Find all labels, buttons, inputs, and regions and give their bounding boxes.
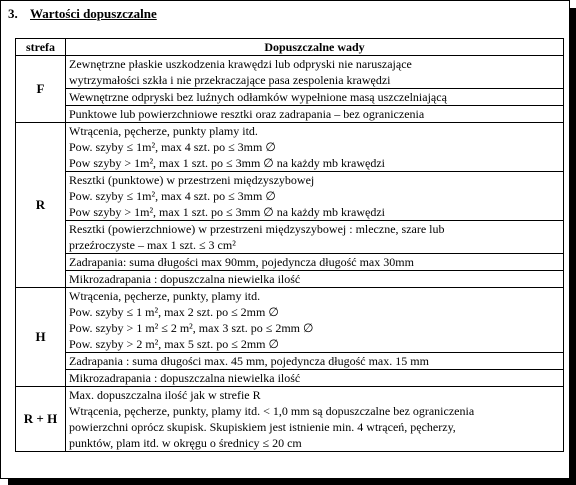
defect-cell xyxy=(66,353,564,370)
section-number: 3. xyxy=(8,6,18,21)
defect-cell xyxy=(66,56,564,89)
defect-text-line: Resztki (punktowe) w przestrzeni międzyszybowej xyxy=(69,173,315,187)
table-row xyxy=(16,221,564,254)
section-title: Wartości dopuszczalne xyxy=(30,6,157,21)
defect-text-line: Pow szyby > 1m², max 1 szt. po ≤ 3mm ∅ na każdy mb krawędzi xyxy=(69,205,386,219)
frame-shadow-right xyxy=(570,8,576,485)
defect-cell xyxy=(66,172,564,221)
table-row xyxy=(16,288,564,353)
defect-cell xyxy=(66,89,564,106)
defect-cell xyxy=(66,221,564,254)
zone-cell: R xyxy=(16,123,66,288)
defect-text-line: Pow. szyby ≤ 1m², max 4 szt. po ≤ 3mm ∅ xyxy=(69,189,276,203)
table-row xyxy=(16,89,564,106)
defect-text-line: Pow szyby > 1m², max 1 szt. po ≤ 3mm ∅ na każdy mb krawędzi xyxy=(69,156,386,170)
defect-text-line: punktów, plam itd. w okręgu o średnicy ≤ 20 cm xyxy=(69,436,302,450)
defect-text-line: Zadrapania: suma długości max 90mm, pojedyncza długość max 30mm xyxy=(69,255,414,269)
defect-cell xyxy=(66,106,564,123)
section-heading xyxy=(8,6,157,22)
table-row xyxy=(16,370,564,387)
defect-text-line: Pow. szyby > 1 m² ≤ 2 m², max 3 szt. po ≤ 2mm ∅ xyxy=(69,321,314,335)
defect-cell xyxy=(66,288,564,353)
defect-text-line: Punktowe lub powierzchniowe resztki oraz zadrapania – bez ograniczenia xyxy=(69,107,425,121)
defect-cell xyxy=(66,370,564,387)
defect-text-line: Mikrozadrapania : dopuszczalna niewielka ilość xyxy=(69,272,301,286)
defect-text-line: Pow. szyby > 2 m², max 5 szt. po ≤ 2mm ∅ xyxy=(69,337,279,351)
table-header-row xyxy=(16,39,564,56)
defect-text-line: Wtrącenia, pęcherze, punkty, plamy itd. xyxy=(69,289,261,303)
defect-text-line: Pow. szyby ≤ 1m², max 4 szt. po ≤ 3mm ∅ xyxy=(69,140,276,154)
table-row xyxy=(16,172,564,221)
defect-cell xyxy=(66,123,564,172)
defect-text-line: Pow. szyby ≤ 1 m², max 2 szt. po ≤ 2mm ∅ xyxy=(69,305,279,319)
defects-table xyxy=(15,38,564,452)
defects-column-header: Dopuszczalne wady xyxy=(66,39,564,56)
defect-text-line: Max. dopuszczalna ilość jak w strefie R xyxy=(69,388,261,402)
defect-text-line: przeźroczyste – max 1 szt. ≤ 3 cm² xyxy=(69,238,236,252)
frame-shadow-bottom xyxy=(8,479,576,485)
defect-cell xyxy=(66,271,564,288)
zone-cell: H xyxy=(16,288,66,387)
defect-text-line: Mikrozadrapania : dopuszczalna niewielka ilość xyxy=(69,371,301,385)
defect-cell xyxy=(66,387,564,452)
defect-text-line: Zewnętrzne płaskie uszkodzenia krawędzi lub odpryski nie naruszające xyxy=(69,57,412,71)
defect-text-line: powierzchni oprócz skupisk. Skupiskiem jest istnienie min. 4 wtrąceń, pęcherzy, xyxy=(69,420,456,434)
zone-cell: R + H xyxy=(16,387,66,452)
defect-text-line: wytrzymałości szkła i nie przekraczające pasa zespolenia krawędzi xyxy=(69,73,391,87)
zone-cell: F xyxy=(16,56,66,123)
defect-text-line: Wtrącenia, pęcherze, punkty plamy itd. xyxy=(69,124,258,138)
table-row xyxy=(16,106,564,123)
table-row xyxy=(16,387,564,452)
defect-text-line: Resztki (powierzchniowe) w przestrzeni międzyszybowej : mleczne, szare lub xyxy=(69,222,445,236)
zone-column-header: strefa xyxy=(16,39,66,56)
table-body xyxy=(16,56,564,452)
table-row xyxy=(16,353,564,370)
defect-cell xyxy=(66,254,564,271)
defect-text-line: Wtrącenia, pęcherze, punkty, plamy itd. < 1,0 mm są dopuszczalne bez ograniczenia xyxy=(69,404,475,418)
table-row xyxy=(16,271,564,288)
table-row xyxy=(16,254,564,271)
table-row xyxy=(16,123,564,172)
defect-text-line: Zadrapania : suma długości max. 45 mm, pojedyncza długość max. 15 mm xyxy=(69,354,429,368)
defect-text-line: Wewnętrzne odpryski bez luźnych odłamków wypełnione masą uszczelniającą xyxy=(69,90,447,104)
table-row xyxy=(16,56,564,89)
